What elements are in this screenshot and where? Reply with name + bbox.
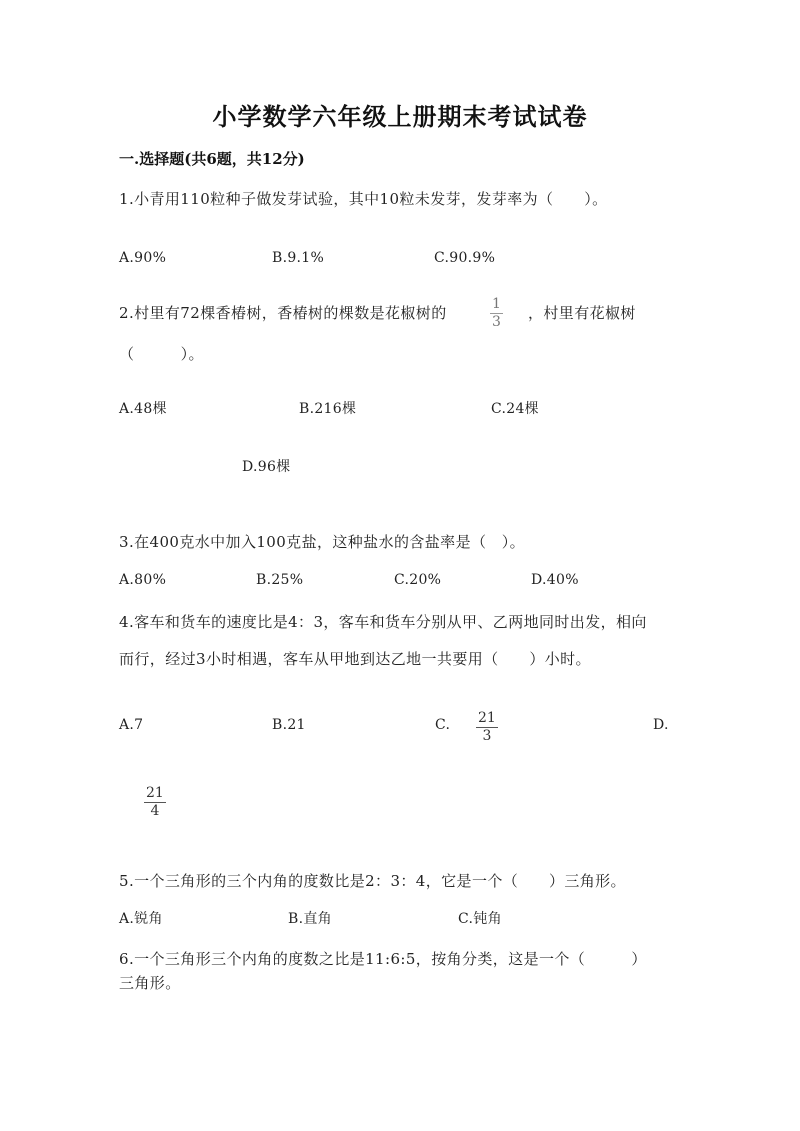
exam-title: 小学数学六年级上册期末考试试卷 bbox=[212, 102, 588, 131]
question-3-option-a: A.80% bbox=[119, 572, 167, 588]
question-5-option-c: C.钝角 bbox=[458, 911, 502, 927]
fraction-numerator: 21 bbox=[146, 785, 164, 801]
question-6-text-line1: 6.一个三角形三个内角的度数之比是11:6:5，按角分类，这是一个（ ） bbox=[119, 950, 647, 968]
question-2-fraction bbox=[490, 296, 503, 331]
question-1-option-b: B.9.1% bbox=[272, 250, 325, 266]
question-4-option-d: D. bbox=[653, 717, 669, 733]
fraction-numerator: 21 bbox=[478, 710, 496, 726]
question-4-fraction-c bbox=[476, 710, 498, 745]
question-2-text-after: ，村里有花椒树 bbox=[528, 304, 636, 322]
question-5-text: 5.一个三角形的三个内角的度数比是2：3：4，它是一个（ ）三角形。 bbox=[119, 872, 626, 890]
question-1-option-a: A.90% bbox=[119, 250, 167, 266]
question-5-option-b: B.直角 bbox=[288, 911, 332, 927]
question-1-option-c: C.90.9% bbox=[434, 250, 496, 266]
question-1-text: 1.小青用110粒种子做发芽试验，其中10粒未发芽，发芽率为（ ）。 bbox=[119, 190, 608, 208]
question-3-option-d: D.40% bbox=[531, 572, 579, 588]
question-4-fraction-d bbox=[144, 785, 166, 820]
question-3-option-b: B.25% bbox=[256, 572, 304, 588]
question-2-text-line2: （ ）。 bbox=[119, 345, 204, 363]
question-3-text: 3.在400克水中加入100克盐，这种盐水的含盐率是（ ）。 bbox=[119, 533, 526, 551]
question-4-option-a: A.7 bbox=[119, 717, 144, 733]
question-6-text-line2: 三角形。 bbox=[119, 974, 181, 992]
question-4-option-c: C. bbox=[435, 717, 451, 733]
fraction-denominator: 4 bbox=[150, 803, 160, 819]
question-2-option-a: A.48棵 bbox=[119, 401, 167, 417]
question-3-option-c: C.20% bbox=[394, 572, 442, 588]
section-heading: 一.选择题(共6题，共12分) bbox=[119, 150, 305, 168]
question-4-text-line2: 而行，经过3小时相遇，客车从甲地到达乙地一共要用（ ）小时。 bbox=[119, 650, 591, 668]
question-2-text: 2.村里有72棵香椿树，香椿树的棵数是花椒树的 bbox=[119, 304, 447, 322]
fraction-denominator: 3 bbox=[492, 314, 501, 330]
question-2-option-c: C.24棵 bbox=[491, 401, 539, 417]
question-5-option-a: A.锐角 bbox=[119, 911, 163, 927]
question-2-option-d: D.96棵 bbox=[242, 459, 291, 475]
fraction-denominator: 3 bbox=[482, 728, 492, 744]
fraction-numerator: 1 bbox=[492, 296, 501, 312]
question-4-text-line1: 4.客车和货车的速度比是4：3，客车和货车分别从甲、乙两地同时出发，相向 bbox=[119, 613, 647, 631]
question-4-option-b: B.21 bbox=[272, 717, 306, 733]
question-2-option-b: B.216棵 bbox=[299, 401, 357, 417]
